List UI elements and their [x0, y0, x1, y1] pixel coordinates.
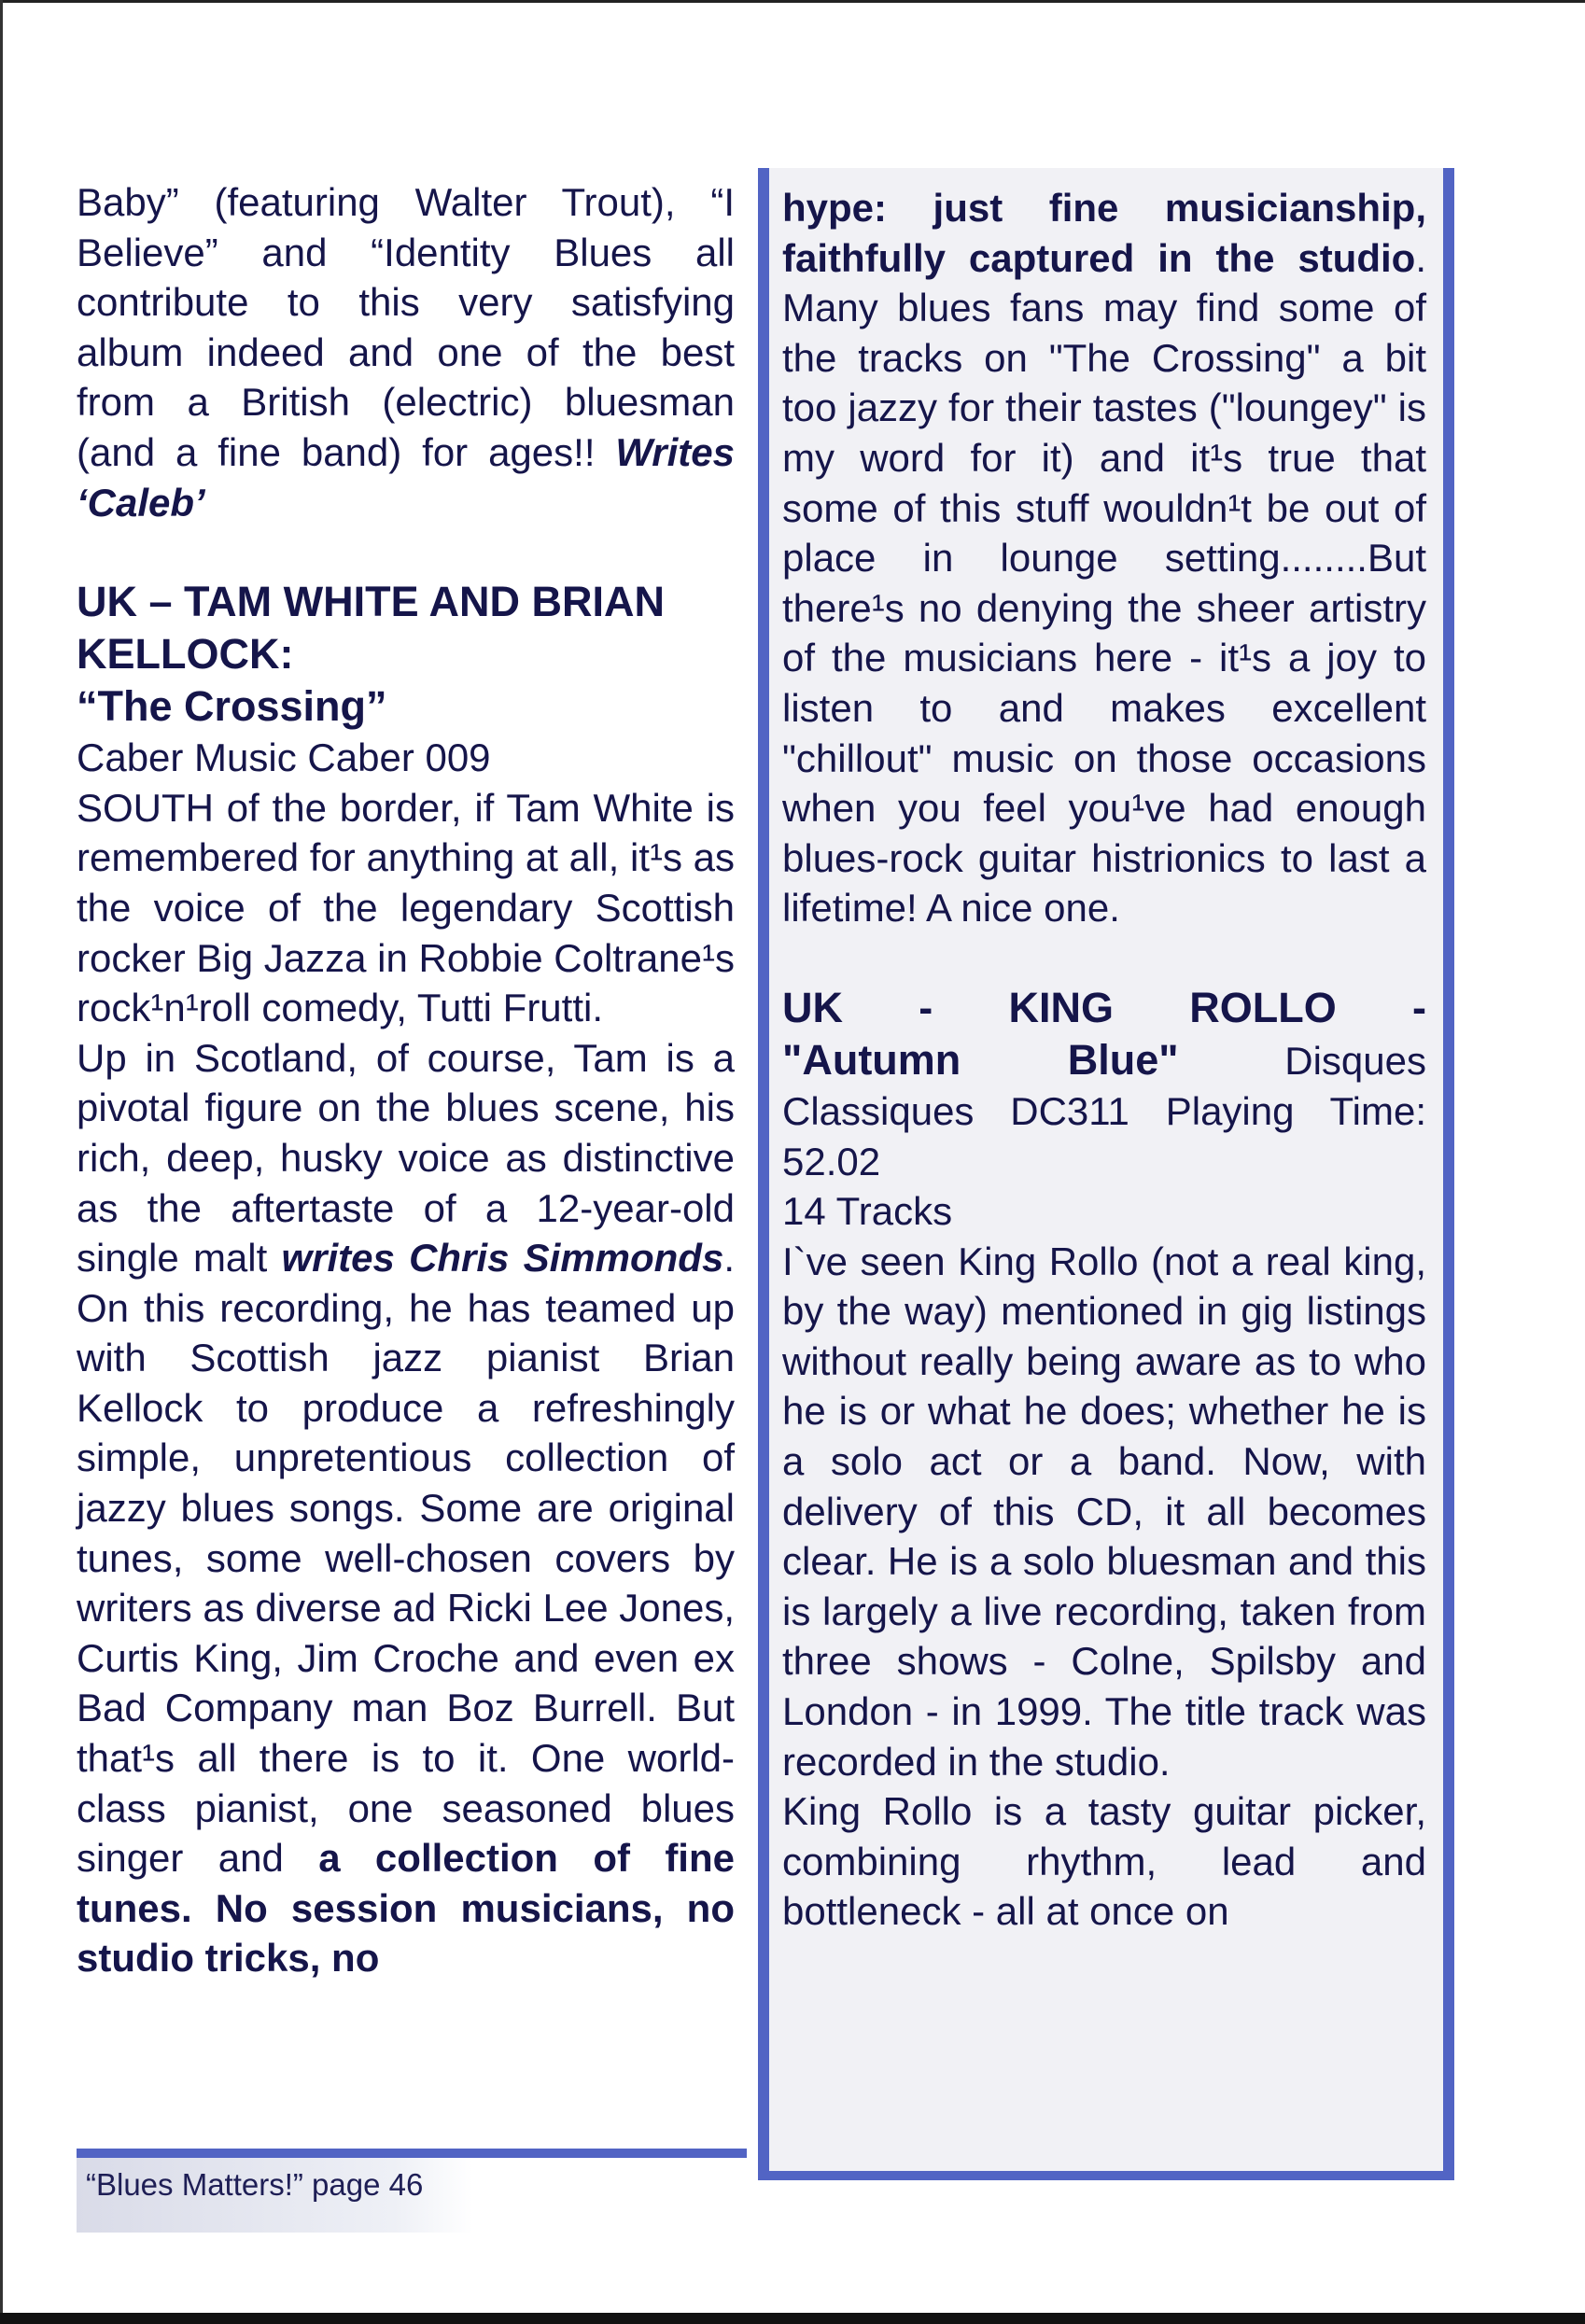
left-edge-rule	[0, 0, 3, 2324]
writer-credit: writes Chris Simmonds	[281, 1236, 724, 1281]
spacer	[77, 527, 735, 576]
right-column	[782, 183, 1426, 1937]
album-info-autumn-blue: "Autumn Blue" Disques Classiques DC311 Playing Time: 52.02	[782, 1035, 1426, 1183]
bottom-rule	[0, 2313, 1585, 2324]
page-label: “Blues Matters!” page 46	[86, 2167, 424, 2202]
left-column	[77, 177, 735, 1983]
review-heading-king-rollo: UK - KING ROLLO -	[782, 983, 1426, 1031]
track-count: 14 Tracks	[782, 1189, 953, 1234]
spacer	[782, 933, 1426, 982]
rollo-paragraph-2: King Rollo is a tasty guitar picker, combining rhythm, lead and bottleneck - all at once on	[782, 1789, 1426, 1934]
review-paragraph-2: Up in Scotland, of course, Tam is a pivotal figure on the blues scene, his rich, deep, husky voice as distinctive as the aftertaste of a 12-year-old single malt writes Chris Simmonds. On this recording, he has teamed up with Scottish jazz pianist Brian Kellock to produce a refreshingly simple, unpretentious collection of jazzy blues songs. Some are original tunes, some well-chosen covers by writers as diverse ad Ricki Lee Jones, Curtis King, Jim Croche and even ex Bad Company man Boz Burrell. But that¹s all there is to it. One world-class pianist, one seasoned blues singer and a collection of fine tunes. No session musicians, no studio tricks, no	[77, 1035, 735, 1981]
continued-paragraph: hype: just fine musicianship, faithfully captured in the studio. Many blues fans may find some of the tracks on "The Crossing" a bit too jazzy for their tastes ("loungey" is my word for it) and it¹s true that some of this stuff wouldn¹t be out of place in lounge setting........But there¹s no denying the sheer artistry of the musicians here - it¹s a joy to listen to and makes excellent "chillout" music on those occasions when you feel you¹ve had enough blues-rock guitar histrionics to last a lifetime! A nice one.	[782, 186, 1426, 931]
review-paragraph-1: SOUTH of the border, if Tam White is remembered for anything at all, it¹s as the voice of the legendary Scottish rocker Big Jazza in Robbie Coltrane¹s rock¹n¹roll comedy, Tutti Frutti.	[77, 785, 735, 1030]
rollo-paragraph-1: I`ve seen King Rollo (not a real king, by the way) mentioned in gig listings without really being aware as to who he is or what he does; whether he is a solo act or a band. Now, with delivery of this CD, it all becomes clear. He is a solo bluesman and this is largely a live recording, taken from three shows - Colne, Spilsby and London - in 1999. The title track was recorded in the studio.	[782, 1239, 1426, 1784]
review-ending-paragraph: Baby” (featuring Walter Trout), “I Believe” and “Identity Blues all contribute to this very satisfying album indeed and one of the best from a British (electric) bluesman (and a fine band) for ages!! Writes ‘Caleb’	[77, 180, 736, 525]
label-info: Caber Music Caber 009	[77, 735, 491, 780]
album-title-autumn-blue: "Autumn Blue"	[782, 1035, 1179, 1084]
top-rule	[0, 0, 1585, 3]
album-title-the-crossing: “The Crossing”	[77, 682, 387, 731]
bold-excerpt: a collection of fine tunes. No session musicians, no studio tricks, no	[77, 1836, 735, 1981]
footer-bar	[77, 2149, 747, 2158]
byline-caleb: Writes ‘Caleb’	[77, 429, 736, 525]
review-heading-tam-white: UK – TAM WHITE AND BRIAN KELLOCK:	[77, 578, 665, 679]
